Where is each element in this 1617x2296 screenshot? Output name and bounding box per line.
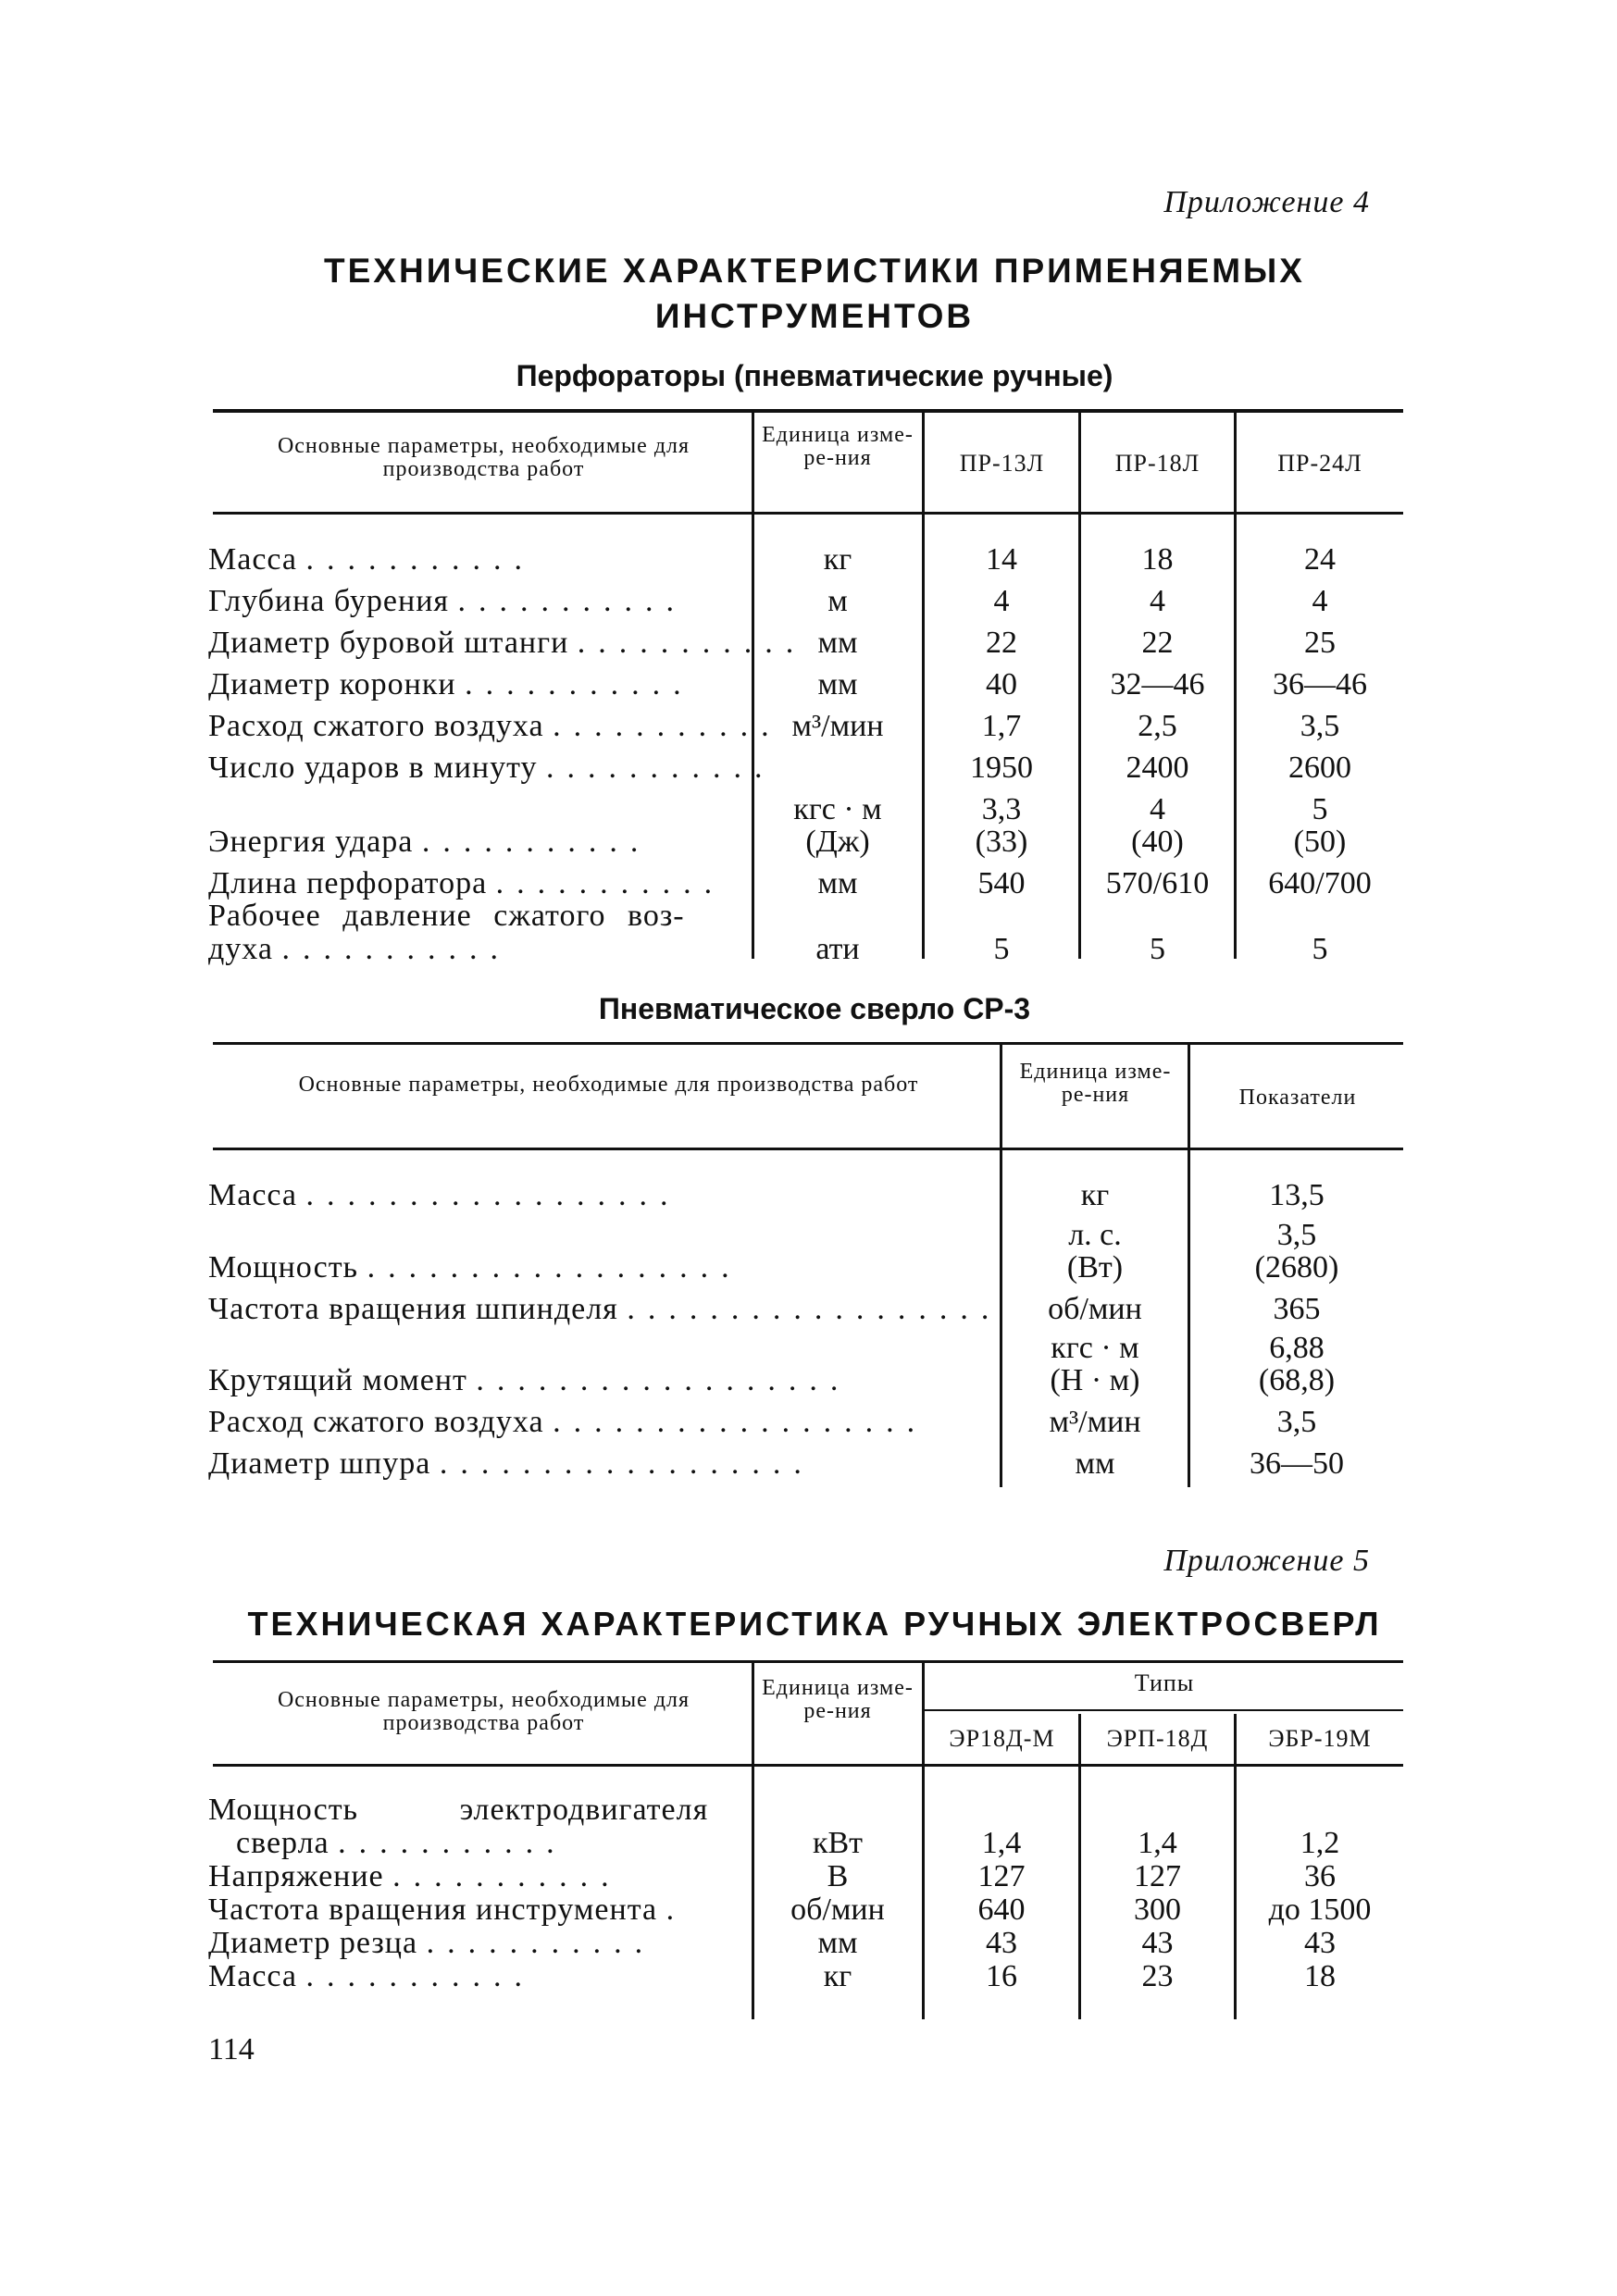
table1-header-col2: ПР-18Л xyxy=(1114,450,1200,477)
appendix-4-title-line2: ИНСТРУМЕНТОВ xyxy=(654,297,975,335)
table-cell-unit: мм xyxy=(817,667,858,701)
table-row-label-top: Мощность электродвигателя xyxy=(208,1793,709,1827)
table-cell-unit: м xyxy=(827,584,848,618)
table-cell: 1950 xyxy=(970,751,1033,785)
table-cell: 365 xyxy=(1273,1292,1321,1326)
table-row-label: сверла ........... xyxy=(236,1826,567,1860)
table3-header-unit: Единица изме-ре-ния xyxy=(762,1676,914,1723)
table-cell-unit: мм xyxy=(1075,1446,1115,1481)
table3-header-param: Основные параметры, необходимые для производства работ xyxy=(277,1688,690,1735)
table-cell: 2400 xyxy=(1126,751,1189,785)
table2-top-rule xyxy=(213,1042,1403,1045)
table1-caption: Перфораторы (пневматические ручные) xyxy=(516,359,1113,392)
table-cell: 23 xyxy=(1141,1959,1174,1993)
table-cell: 1,4 xyxy=(1138,1826,1177,1860)
table-cell: 18 xyxy=(1141,542,1174,577)
table-cell: 16 xyxy=(986,1959,1017,1993)
table2-header-value: Показатели xyxy=(1238,1086,1357,1110)
table-cell: 640/700 xyxy=(1268,866,1372,900)
table-cell: (33) xyxy=(975,825,1028,859)
table-cell: 36—46 xyxy=(1273,667,1367,701)
table-cell: 3,5 xyxy=(1300,709,1340,743)
table-row-label: Расход сжатого воздуха .................. xyxy=(208,1405,928,1439)
table-row-label: духа ........... xyxy=(208,932,511,966)
table-cell: 14 xyxy=(986,542,1017,577)
table-row-label: Длина перфоратора ........... xyxy=(208,866,726,900)
table-row-label: Диаметр буровой штанги ........... xyxy=(208,626,807,660)
table-cell: 36 xyxy=(1304,1859,1336,1893)
table-row-label: Расход сжатого воздуха ........... xyxy=(208,709,782,743)
table-cell: 127 xyxy=(1134,1859,1181,1893)
table1-header-unit: Единица изме-ре-ния xyxy=(762,423,914,470)
table-cell: 5 xyxy=(1150,932,1165,966)
table-row-label-top: Рабочее давление сжатого воз- xyxy=(208,899,685,933)
table-cell: 2600 xyxy=(1288,751,1351,785)
table3-header-types: Типы xyxy=(1134,1669,1195,1696)
table-cell-top: 3,3 xyxy=(981,792,1022,826)
table-cell: 4 xyxy=(1150,584,1165,618)
table1-header-rule xyxy=(213,512,1403,515)
table-cell: 5 xyxy=(1312,932,1328,966)
appendix-4-title-line1: ТЕХНИЧЕСКИЕ ХАРАКТЕРИСТИКИ ПРИМЕНЯЕМЫХ xyxy=(324,252,1305,290)
table-row-label: Диаметр резца ........... xyxy=(208,1926,656,1960)
table2-header-param: Основные параметры, необходимые для производства работ xyxy=(298,1073,919,1097)
table-cell: (2680) xyxy=(1254,1250,1339,1285)
table-cell: 24 xyxy=(1304,542,1336,577)
table-cell-unit: (Н · м) xyxy=(1050,1363,1140,1397)
table-cell: 36—50 xyxy=(1250,1446,1344,1481)
table-cell: 300 xyxy=(1134,1893,1181,1927)
table-row-label: Напряжение ........... xyxy=(208,1859,622,1893)
table-cell-unit-top: л. с. xyxy=(1068,1218,1122,1252)
table-cell: 32—46 xyxy=(1110,667,1205,701)
table-cell-top: 4 xyxy=(1150,792,1165,826)
table-cell-unit: кг xyxy=(1080,1178,1110,1212)
table1-top-rule xyxy=(213,409,1403,413)
table-cell: 540 xyxy=(977,866,1026,900)
table-cell-unit: (Вт) xyxy=(1066,1250,1124,1285)
table-cell: 3,5 xyxy=(1276,1405,1317,1439)
table-cell-unit: ати xyxy=(815,932,860,966)
table-cell: 40 xyxy=(986,667,1017,701)
table-row-label: Масса .................. xyxy=(208,1178,681,1212)
table2-header-rule xyxy=(213,1148,1403,1150)
table3-header-col3: ЭБР-19М xyxy=(1268,1725,1372,1752)
table-cell-unit: мм xyxy=(817,626,858,660)
table-cell: (50) xyxy=(1293,825,1347,859)
table-row-label: Энергия удара ........... xyxy=(208,825,652,859)
table-cell-unit-top: кгс · м xyxy=(1051,1331,1139,1365)
table-row-label: Частота вращения шпинделя .................. xyxy=(208,1292,1002,1326)
table3-types-rule xyxy=(925,1709,1403,1711)
table-cell-unit: м³/мин xyxy=(1049,1405,1141,1439)
table-cell-unit: кг xyxy=(823,542,852,577)
table3-header-rule xyxy=(213,1764,1403,1767)
table-cell-top: 3,5 xyxy=(1276,1218,1317,1252)
table-cell: 570/610 xyxy=(1105,866,1210,900)
table-cell: 5 xyxy=(993,932,1010,966)
table-cell: 25 xyxy=(1304,626,1336,660)
table-cell: 43 xyxy=(1304,1926,1336,1960)
table-cell-unit: мм xyxy=(817,1926,858,1960)
appendix-5-label: Приложение 5 xyxy=(1163,1544,1370,1578)
table-cell-unit: об/мин xyxy=(790,1893,885,1927)
appendix-4-label: Приложение 4 xyxy=(1163,185,1370,219)
table-cell: 43 xyxy=(986,1926,1017,1960)
table-cell-unit: м³/мин xyxy=(791,709,884,743)
table-cell: (68,8) xyxy=(1258,1363,1336,1397)
table-cell-unit: (Дж) xyxy=(805,825,870,859)
table-cell-unit: мм xyxy=(817,866,858,900)
table3-header-col2: ЭРП-18Д xyxy=(1106,1725,1209,1752)
table-cell: 43 xyxy=(1141,1926,1174,1960)
table-row-label: Масса ........... xyxy=(208,1959,536,1993)
table-cell: 13,5 xyxy=(1269,1178,1325,1212)
table-cell-unit-top: кгс · м xyxy=(793,792,882,826)
table-cell: 22 xyxy=(986,626,1017,660)
table-cell: (40) xyxy=(1131,825,1184,859)
table2-caption: Пневматическое сверло СР-3 xyxy=(598,992,1031,1025)
table-cell: 4 xyxy=(993,584,1010,618)
table-cell: 1,7 xyxy=(981,709,1022,743)
table-row-label: Глубина бурения ........... xyxy=(208,584,688,618)
table-cell-unit: В xyxy=(827,1859,849,1893)
table-row-label: Частота вращения инструмента . xyxy=(208,1893,688,1927)
table-cell-unit: об/мин xyxy=(1048,1292,1142,1326)
table-cell: 1,2 xyxy=(1300,1826,1340,1860)
appendix-4-title xyxy=(213,248,1416,339)
table-cell: 2,5 xyxy=(1138,709,1177,743)
page-number: 114 xyxy=(208,2032,255,2066)
table-row-label: Диаметр шпура .................. xyxy=(208,1446,815,1481)
table1-header-param: Основные параметры, необходимые для производства работ xyxy=(277,434,690,481)
appendix-5-title: ТЕХНИЧЕСКАЯ ХАРАКТЕРИСТИКА РУЧНЫХ ЭЛЕКТРОСВЕРЛ xyxy=(247,1605,1382,1643)
table1-header-col1: ПР-13Л xyxy=(959,450,1045,477)
table-cell-unit: кВт xyxy=(812,1826,864,1860)
table-row-label: Крутящий момент .................. xyxy=(208,1363,852,1397)
table-cell: 640 xyxy=(977,1893,1026,1927)
table-cell-top: 6,88 xyxy=(1269,1331,1325,1365)
table3-header-col1: ЭР18Д-М xyxy=(949,1725,1055,1752)
table-row-label: Диаметр коронки ........... xyxy=(208,667,694,701)
table-cell: 18 xyxy=(1304,1959,1336,1993)
table3-top-rule xyxy=(213,1660,1403,1663)
table-cell-unit: кг xyxy=(823,1959,852,1993)
table-cell-top: 5 xyxy=(1312,792,1328,826)
table-cell: 22 xyxy=(1141,626,1174,660)
table-cell: 127 xyxy=(977,1859,1026,1893)
table-row-label: Мощность .................. xyxy=(208,1250,742,1285)
table-row-label: Число ударов в минуту ........... xyxy=(208,751,776,785)
table-cell: 4 xyxy=(1312,584,1328,618)
table1-header-col3: ПР-24Л xyxy=(1277,450,1362,477)
table-cell: 1,4 xyxy=(981,1826,1022,1860)
table-row-label: Масса ........... xyxy=(208,542,536,577)
table2-header-unit: Единица изме-ре-ния xyxy=(1019,1060,1172,1107)
table-cell: до 1500 xyxy=(1268,1893,1372,1927)
